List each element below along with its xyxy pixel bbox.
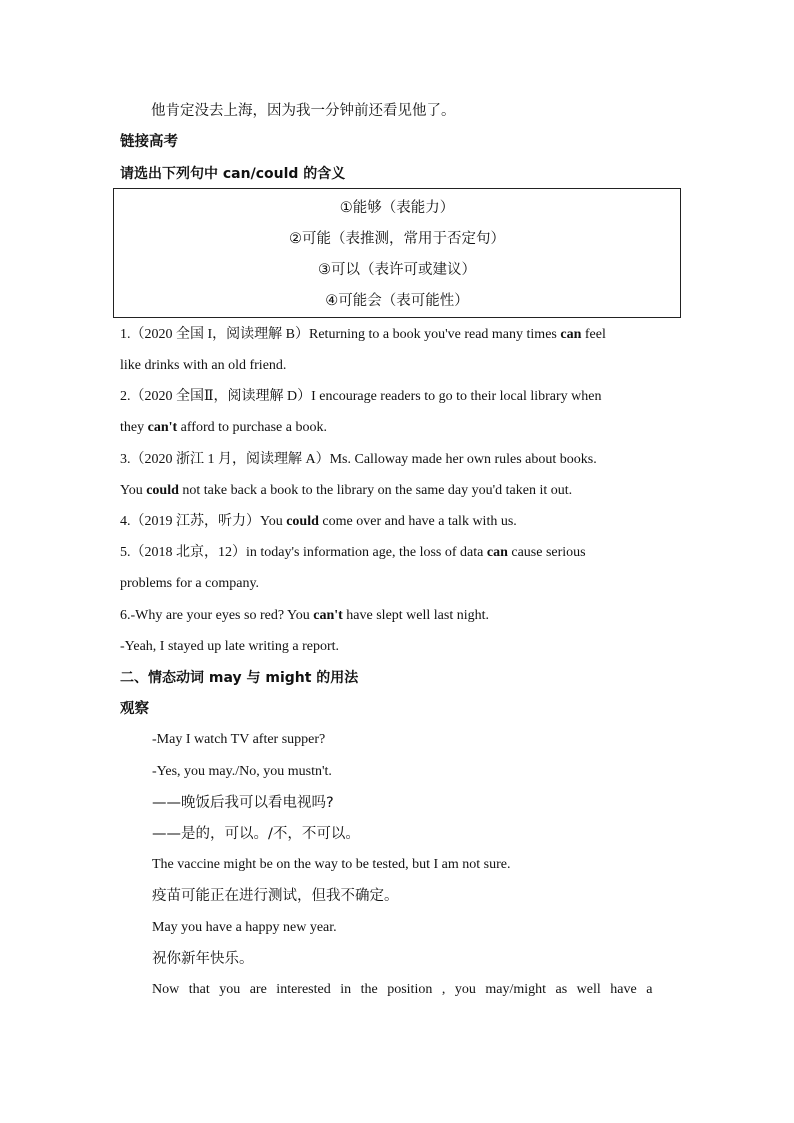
item-4-line-1 — [120, 512, 517, 532]
meaning-4: ④可能会（表可能性） — [325, 293, 469, 309]
item-2-text-b1: they — [120, 420, 148, 435]
item-2-line-1: 2.（2020 全国Ⅱ，阅读理解 D）I encourage readers to go to their local library when — [120, 389, 602, 404]
item-4-text-b: come over and have a talk with us. — [318, 514, 517, 529]
example-en-2: -Yes, you may./No, you mustn't. — [152, 764, 332, 779]
item-4-modal: could — [286, 514, 319, 529]
example-cn-1: ——晚饭后我可以看电视吗? — [152, 795, 334, 811]
item-3-text-b1: You — [120, 483, 147, 498]
item-6-line-2: -Yeah, I stayed up late writing a report. — [120, 639, 340, 654]
meaning-3: ③可以（表许可或建议） — [318, 262, 476, 278]
example-en-5: Now that you are interested in the position , you may/might as well have a — [152, 982, 653, 997]
item-3-line-2 — [120, 481, 572, 501]
item-1-text-b: feel — [581, 327, 606, 342]
section-link-heading: 链接高考 — [120, 134, 178, 150]
item-2-line-2 — [120, 418, 327, 438]
item-1-line-2: like drinks with an old friend. — [120, 358, 287, 373]
observe-label: 观察 — [120, 701, 149, 717]
item-5-text-b: cause serious — [507, 545, 586, 560]
intro-sentence: 他肯定没去上海，因为我一分钟前还看见他了。 — [151, 103, 456, 119]
item-2-modal: can't — [147, 420, 178, 435]
example-en-1: -May I watch TV after supper? — [152, 732, 326, 747]
section-2-title: 二、情态动词 may 与 might 的用法 — [120, 670, 359, 686]
example-cn-3: 疫苗可能正在进行测试，但我不确定。 — [152, 888, 399, 904]
item-6-text-b: have slept well last night. — [342, 608, 489, 623]
item-3-modal: could — [146, 483, 179, 498]
item-6-line-1 — [120, 606, 489, 626]
item-1-text-a: 1.（2020 全国 I，阅读理解 B）Returning to a book you've read many times — [120, 327, 561, 342]
item-1-line-1 — [120, 325, 606, 345]
meanings-box — [113, 188, 681, 318]
meaning-2: ②可能（表推测，常用于否定句） — [289, 231, 505, 247]
example-en-4: May you have a happy new year. — [152, 920, 337, 935]
example-cn-4: 祝你新年快乐。 — [152, 951, 254, 967]
item-4-text-a: 4.（2019 江苏，听力）You — [120, 514, 287, 529]
example-cn-2: ——是的，可以。/不，不可以。 — [152, 826, 360, 842]
item-5-text-a: 5.（2018 北京，12）in today's information age, the loss of data — [120, 545, 487, 560]
item-6-modal: can't — [313, 608, 343, 623]
item-5-modal: can — [486, 545, 508, 560]
task-instruction: 请选出下列句中 can/could 的含义 — [120, 166, 346, 182]
item-3-line-1: 3.（2020 浙江 1 月，阅读理解 A）Ms. Calloway made her own rules about books. — [120, 452, 597, 467]
item-6-text-a: 6.-Why are your eyes so red? You — [120, 608, 314, 623]
item-1-modal: can — [560, 327, 582, 342]
meaning-1: ①能够（表能力） — [339, 200, 455, 216]
item-3-text-b2: not take back a book to the library on the same day you'd taken it out. — [178, 483, 573, 498]
example-en-3: The vaccine might be on the way to be tested, but I am not sure. — [152, 857, 511, 872]
item-5-line-2: problems for a company. — [120, 576, 260, 591]
item-5-line-1 — [120, 543, 586, 563]
item-2-text-b2: afford to purchase a book. — [177, 420, 327, 435]
